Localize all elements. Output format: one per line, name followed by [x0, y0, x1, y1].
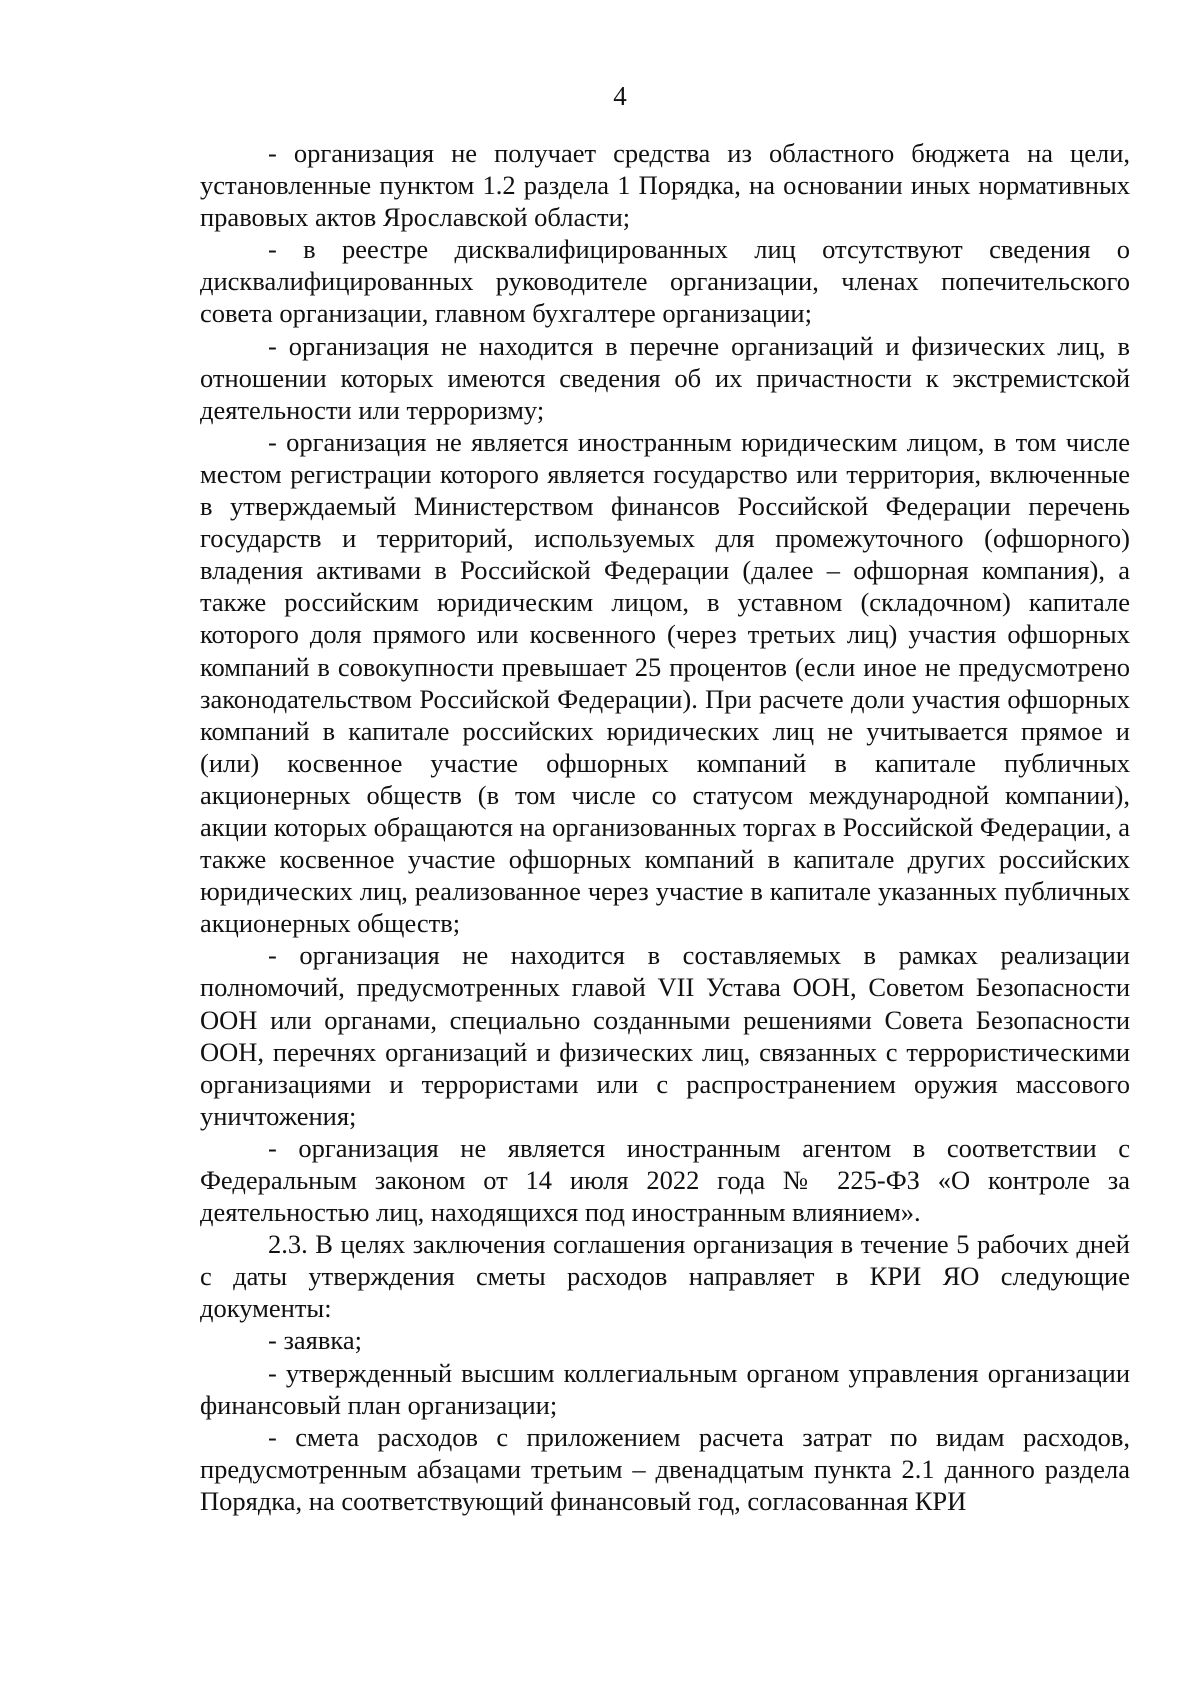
document-body — [200, 137, 1130, 1517]
paragraph-un-sanctions: - организация не находится в составляемых в рамках реализации полномочий, предусмотренных главой VII Устава ООН, Советом Безопасности ООН или органами, специально созданными решениями Совета Безопасности ООН, перечнях организаций и физических лиц, связанных с террористическими организациями и террористами или с распространением оружия массового уничтожения; — [200, 940, 1130, 1131]
paragraph-financial-plan: - утвержденный высшим коллегиальным органом управления организации финансовый план организации; — [200, 1357, 1130, 1420]
paragraph-expense-estimate: - смета расходов с приложением расчета затрат по видам расходов, предусмотренным абзацами третьим – двенадцатым пункта 2.1 данного раздела Порядка, на соответствующий финансовый год, согласованная КРИ — [200, 1421, 1130, 1516]
page-number: 4 — [613, 81, 627, 111]
paragraph-disqualified-persons: - в реестре дисквалифицированных лиц отсутствуют сведения о дисквалифицированных руководителе организации, членах попечительского совета организации, главном бухгалтере организации; — [200, 234, 1130, 329]
paragraph-foreign-agent: - организация не является иностранным агентом в соответствии с Федеральным законом от 14 июля 2022 года № 225-ФЗ «О контроле за деятельностью лиц, находящихся под иностранным влиянием». — [200, 1132, 1130, 1228]
paragraph-extremism-list: - организация не находится в перечне организаций и физических лиц, в отношении которых имеются сведения об их причастности к экстремистской деятельности или терроризму; — [200, 330, 1130, 425]
paragraph-application: - заявка; — [268, 1325, 362, 1356]
paragraph-no-budget-funds: - организация не получает средства из областного бюджета на цели, установленные пунктом 1.2 раздела 1 Порядка, на основании иных нормативных правовых актов Ярославской области; — [200, 138, 1130, 233]
paragraph-offshore-company: - организация не является иностранным юридическим лицом, в том числе местом регистрации которого является государство или территория, включенные в утверждаемый Министерством финансов Российской Федерации перечень государств и территорий, используемых для промежуточного (офшорного) владения активами в Российской Федерации (далее – офшорная компания), а также российским юридическим лицом, в уставном (складочном) капитале которого доля прямого или косвенного (через третьих лиц) участия офшорных компаний в совокупности превышает 25 процентов (если иное не предусмотрено законодательством Российской Федерации). При расчете доли участия офшорных компаний в капитале российских юридических лиц не учитывается прямое и (или) косвенное участие офшорных компаний в капитале публичных акционерных обществ (в том числе со статусом международной компании), акции которых обращаются на организованных торгах в Российской Федерации, а также косвенное участие офшорных компаний в капитале других российских юридических лиц, реализованное через участие в капитале указанных публичных акционерных обществ; — [200, 426, 1130, 939]
paragraph-section-2-3: 2.3. В целях заключения соглашения организация в течение 5 рабочих дней с даты утверждения сметы расходов направляет в КРИ ЯО следующие документы: — [200, 1229, 1130, 1324]
